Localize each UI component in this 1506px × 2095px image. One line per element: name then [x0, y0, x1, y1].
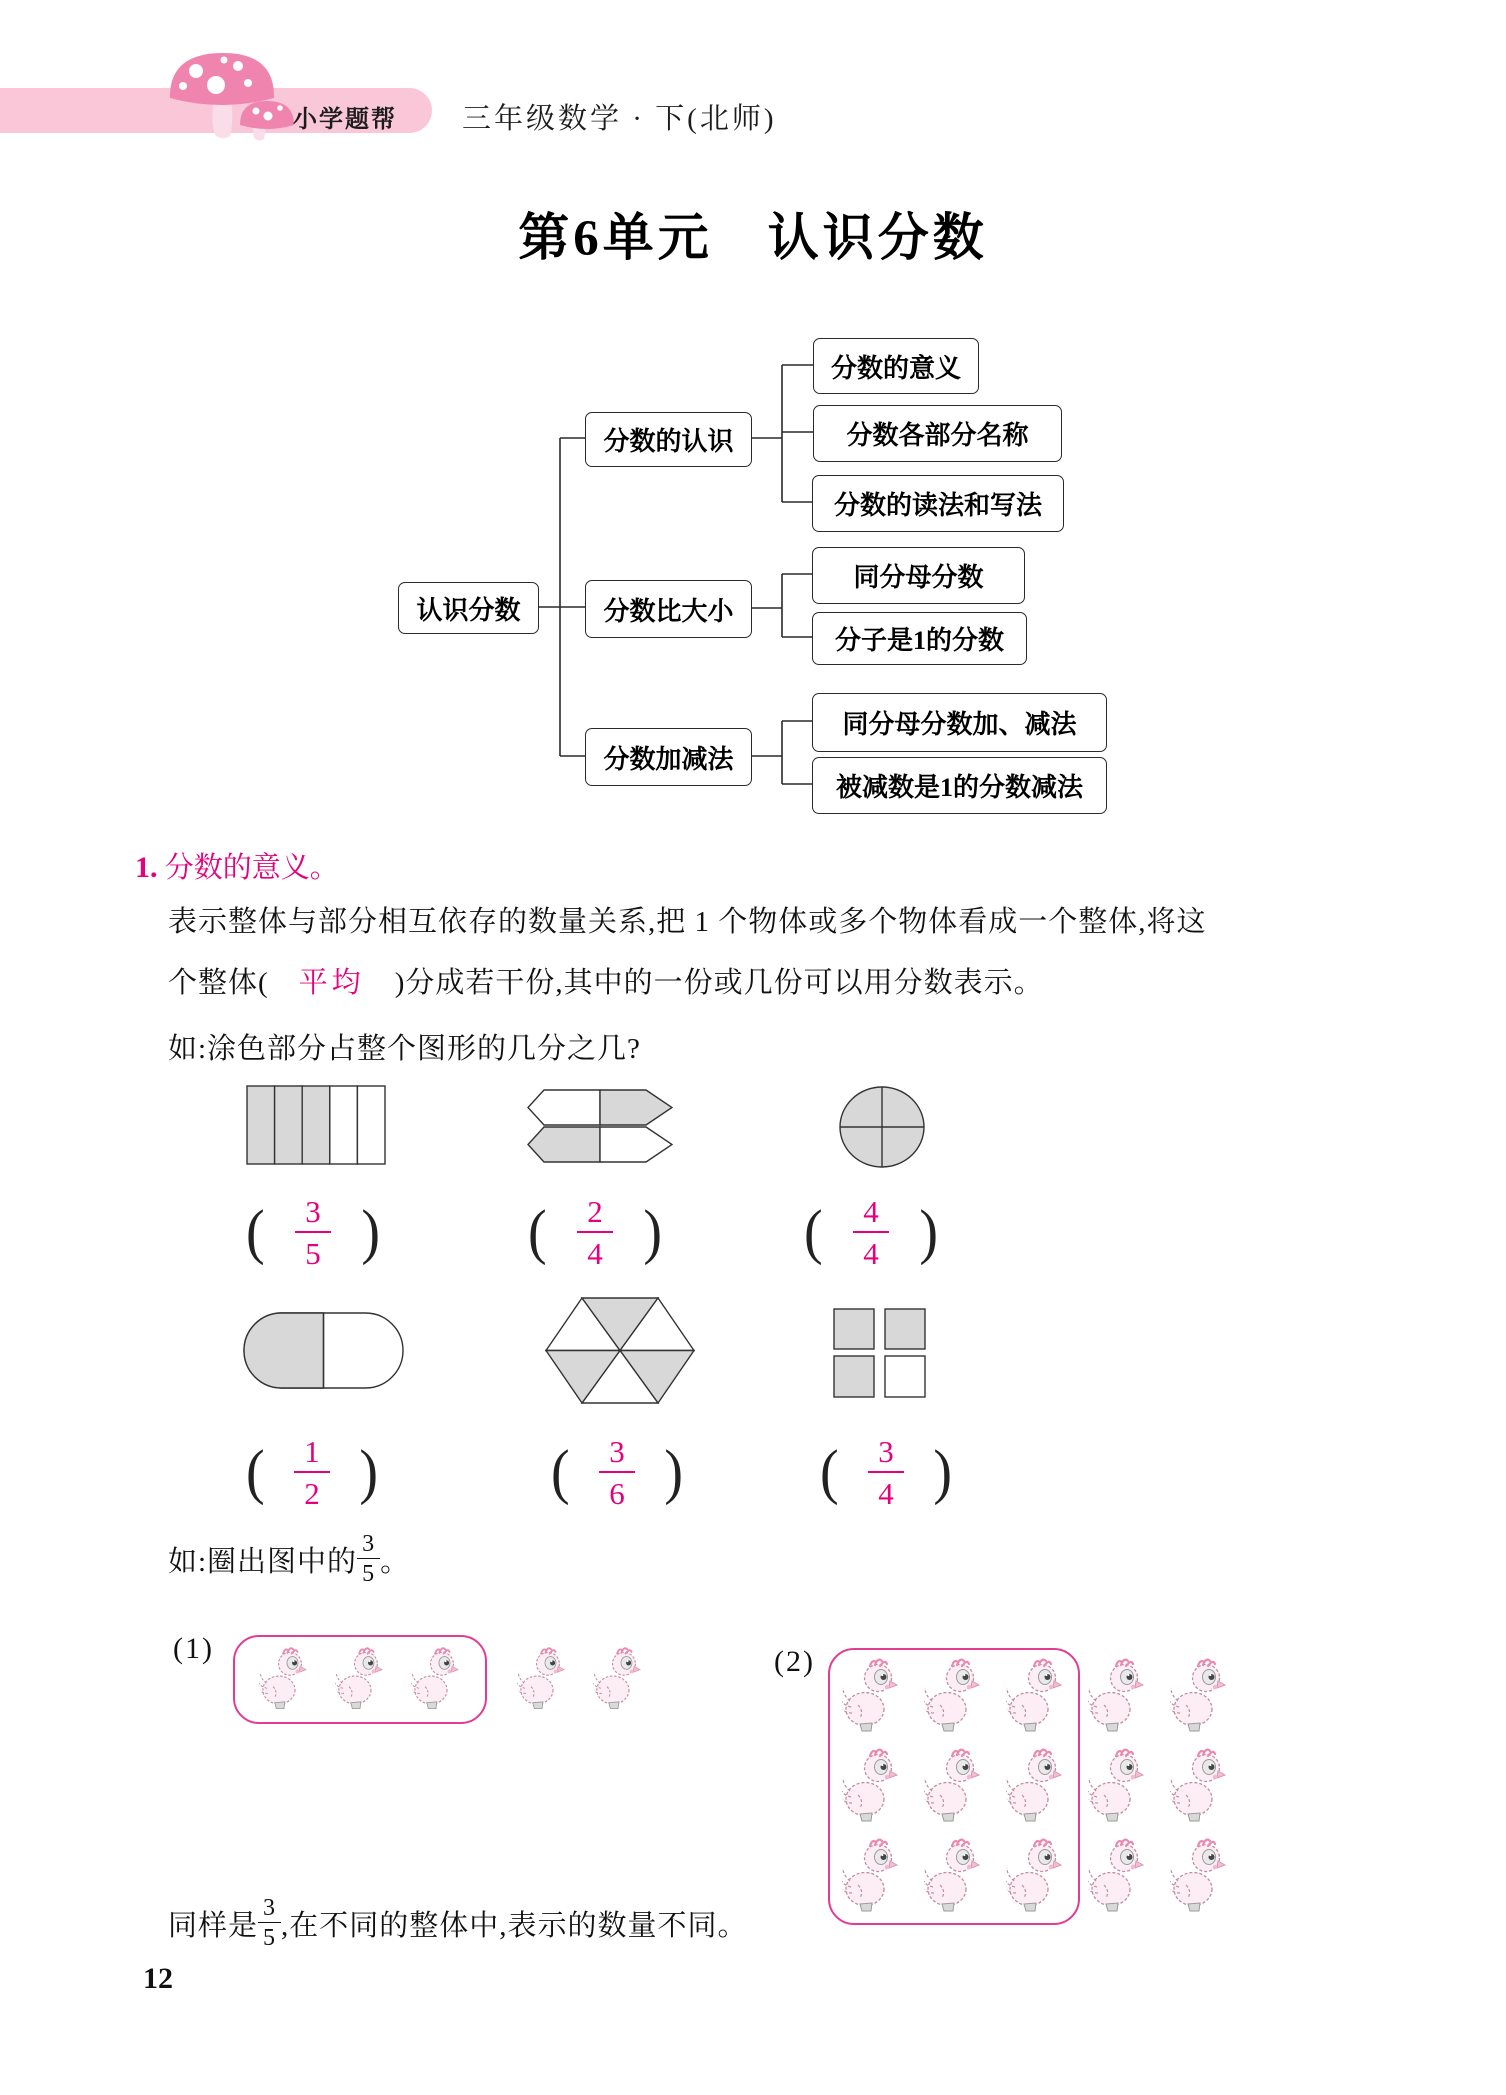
chick-illustration	[924, 1656, 982, 1736]
conclusion-after: ,在不同的整体中,表示的数量不同。	[281, 1909, 748, 1942]
chick-illustration	[1006, 1836, 1064, 1916]
group-1-label: (1)	[173, 1632, 214, 1665]
chick-illustration	[258, 1646, 310, 1712]
answer-4	[246, 1430, 378, 1514]
circle-task-before: 如:圈出图中的	[168, 1545, 358, 1578]
map-box-branch-1: 分数的认识	[585, 412, 752, 467]
chick-illustration	[1006, 1746, 1064, 1826]
chick-illustration	[842, 1836, 900, 1916]
fraction-2-4: $\frac{2}{4}$	[577, 1196, 613, 1269]
paren-close: )	[664, 1437, 683, 1507]
map-box-branch-2: 分数比大小	[585, 580, 752, 638]
section-title: 分数的意义。	[157, 852, 339, 884]
group-1-chicks	[258, 1646, 644, 1712]
section-number: 1.	[135, 851, 158, 884]
map-box-leaf-1: 分数的意义	[813, 338, 979, 394]
fraction-3-6: $\frac{3}{6}$	[599, 1436, 635, 1509]
fraction-3-5-inline: $\frac{3}{5}$	[357, 1532, 380, 1586]
chick-illustration	[1006, 1656, 1064, 1736]
chick-illustration	[1088, 1746, 1146, 1826]
page-number: 12	[143, 1962, 173, 1995]
fraction-3-5-conclusion: $\frac{3}{5}$	[258, 1896, 281, 1950]
chick-illustration	[842, 1746, 900, 1826]
conclusion-before: 同样是	[168, 1909, 259, 1942]
paragraph-line-2	[168, 960, 1044, 1001]
chick-illustration	[924, 1746, 982, 1826]
paren-close: )	[361, 1197, 380, 1267]
chick-illustration	[334, 1646, 386, 1712]
paren-close: )	[643, 1197, 662, 1267]
answer-2	[528, 1190, 662, 1274]
map-box-root: 认识分数	[398, 582, 539, 634]
chick-illustration	[410, 1646, 462, 1712]
paren-open: (	[551, 1437, 570, 1507]
map-box-leaf-7: 被减数是1的分数减法	[812, 757, 1107, 814]
blank-answer: 平均	[298, 967, 365, 999]
paren-open: (	[246, 1437, 265, 1507]
map-box-leaf-4: 同分母分数	[812, 547, 1025, 604]
chick-illustration	[924, 1836, 982, 1916]
group-2-chicks	[842, 1656, 1228, 1916]
quartered-circle-figure	[839, 1086, 925, 1168]
answer-6	[820, 1430, 952, 1514]
circle-task-after: 。	[380, 1545, 411, 1578]
chick-illustration	[516, 1646, 568, 1712]
answer-5	[551, 1430, 683, 1514]
brand-label: 小学题帮	[293, 105, 397, 133]
paragraph-line-1: 表示整体与部分相互依存的数量关系,把 1 个物体或多个物体看成一个整体,将这	[168, 906, 1207, 938]
mushrooms-icon	[152, 40, 302, 142]
paren-close: )	[359, 1437, 378, 1507]
paren-open: (	[804, 1197, 823, 1267]
answer-3	[804, 1190, 938, 1274]
circle-task-line	[168, 1532, 410, 1586]
chick-illustration	[842, 1656, 900, 1736]
fraction-3-5: $\frac{3}{5}$	[295, 1196, 331, 1269]
striped-rectangle-figure	[246, 1085, 386, 1165]
banner-figure	[526, 1089, 673, 1164]
chick-illustration	[592, 1646, 644, 1712]
paren-open: (	[528, 1197, 547, 1267]
fraction-3-4: $\frac{3}{4}$	[868, 1436, 904, 1509]
paren-close: )	[933, 1437, 952, 1507]
chick-illustration	[1088, 1656, 1146, 1736]
section-heading	[135, 845, 339, 886]
edition-label: 三年级数学 · 下(北师)	[462, 103, 777, 135]
chick-illustration	[1170, 1656, 1228, 1736]
map-box-leaf-5: 分子是1的分数	[812, 612, 1027, 665]
group-2-label: (2)	[774, 1645, 815, 1678]
map-box-leaf-2: 分数各部分名称	[813, 405, 1062, 462]
map-box-leaf-6: 同分母分数加、减法	[812, 693, 1107, 752]
fraction-1-2: $\frac{1}{2}$	[294, 1436, 330, 1509]
map-box-branch-3: 分数加减法	[585, 728, 752, 786]
fraction-4-4: $\frac{4}{4}$	[853, 1196, 889, 1269]
paren-open: (	[246, 1197, 265, 1267]
chick-illustration	[1170, 1746, 1228, 1826]
map-box-leaf-3: 分数的读法和写法	[812, 475, 1064, 532]
unit-title: 第6单元 认识分数	[518, 211, 988, 267]
paren-open: (	[820, 1437, 839, 1507]
line2-after: )分成若干份,其中的一份或几份可以用分数表示。	[394, 967, 1044, 999]
paragraph-line-3: 如:涂色部分占整个图形的几分之几?	[168, 1033, 641, 1065]
hexagon-figure	[545, 1297, 695, 1404]
four-squares-figure	[833, 1308, 926, 1398]
line2-before: 个整体(	[168, 967, 269, 999]
chick-illustration	[1088, 1836, 1146, 1916]
paren-close: )	[919, 1197, 938, 1267]
stadium-figure	[243, 1312, 404, 1389]
conclusion-line	[168, 1896, 748, 1950]
chick-illustration	[1170, 1836, 1228, 1916]
answer-1	[246, 1190, 380, 1274]
